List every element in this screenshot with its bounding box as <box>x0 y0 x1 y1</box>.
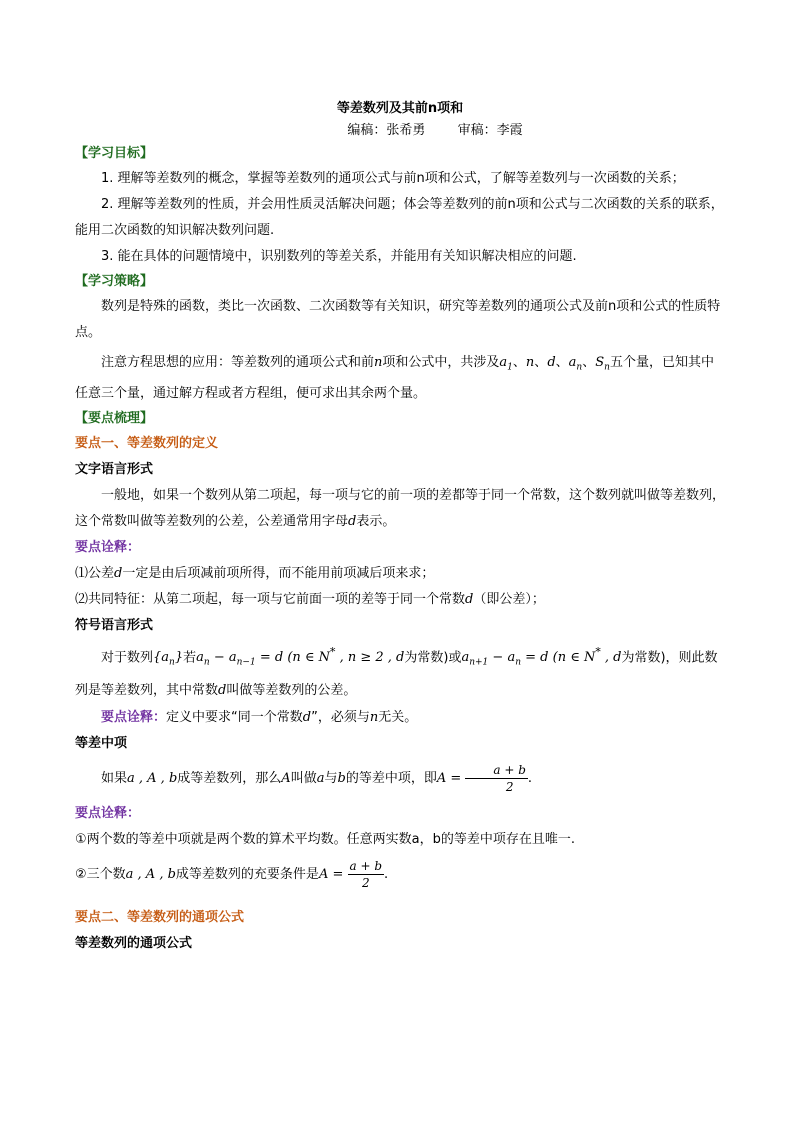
strategy-p1: 数列是特殊的函数，类比一次函数、二次函数等有关知识，研究等差数列的通项公式及前n项和公式的性质特点。 <box>75 299 721 340</box>
summary-heading: 【要点梳理】 <box>75 410 154 426</box>
symbol-definition: 对于数列$\{a_n\}$若$a_n - a_{n-1} = d$ (n ∈ N* , n ≥ 2 , d为常数)或$a_{n+1} - a_n = d$ (n ∈ N* , d为常数)，则此数列是等差数列，其中常数d叫做等差数列的公差。 <box>75 645 718 698</box>
symbol-form-heading: 符号语言形式 <box>75 617 154 633</box>
goal-1: 1. 理解等差数列的概念，掌握等差数列的通项公式与前n项和公式，了解等差数列与一次函数的关系； <box>101 171 685 186</box>
point2-heading: 要点二、等差数列的通项公式 <box>75 909 245 925</box>
strategy-heading: 【学习策略】 <box>75 274 154 289</box>
note-label-1: 要点诠释： <box>75 539 141 555</box>
general-formula-heading: 等差数列的通项公式 <box>75 935 193 951</box>
note-4-2: ②三个数a , A , b成等差数列的充要条件是A = $\frac{a + b}{2}$ . <box>75 858 389 890</box>
note-4-1: ①两个数的等差中项就是两个数的算术平均数。任意两实数a，b的等差中项存在且唯一. <box>75 831 576 847</box>
fraction-a-plus-b-over-2: $\frac{a + b}{2}$ <box>465 762 528 795</box>
editor: 编稿：张希勇 <box>347 123 426 138</box>
authors <box>75 120 725 142</box>
goal-2: 2. 理解等差数列的性质，并会用性质灵活解决问题；体会等差数列的前n项和公式与二次函数的关系的联系，能用二次函数的知识解决数列问题. <box>75 197 724 238</box>
definition-text: 一般地，如果一个数列从第二项起，每一项与它的前一项的差都等于同一个常数，这个数列就叫做等差数列，这个常数叫做等差数列的公差，公差通常用字母d表示。 <box>75 487 726 529</box>
point1-heading: 要点一、等差数列的定义 <box>75 435 219 451</box>
mid-term-text: 如果a , A , b成等差数列，那么A叫做a与b的等差中项，即A = $\frac{a + b}{2}$ . <box>101 762 533 794</box>
strategy-p2: 注意方程思想的应用：等差数列的通项公式和前n项和公式中，共涉及$a_1$、n、d、$a_n$、$S_n$五个量，已知其中任意三个量，通过解方程或者方程组，便可求出其余两个量。 <box>75 355 714 401</box>
note-label-4: 要点诠释： <box>75 805 141 821</box>
note-1: ⑴公差d一定是由后项减前项所得，而不能用前项减后项来求； <box>75 565 435 581</box>
text-form-heading: 文字语言形式 <box>75 461 154 477</box>
fraction-a-plus-b-over-2-b: $\frac{a + b}{2}$ <box>349 858 383 890</box>
reviewer: 审稿：李霞 <box>457 123 523 138</box>
mid-term-heading: 等差中项 <box>75 735 128 751</box>
goal-3: 3. 能在具体的问题情境中，识别数列的等差关系，并能用有关知识解决相应的问题. <box>101 249 577 264</box>
page-title: 等差数列及其前n项和 <box>336 101 464 116</box>
note-3: 要点诠释：定义中要求“同一个常数d”，必须与n无关。 <box>101 709 418 725</box>
note-2: ⑵共同特征：从第二项起，每一项与它前面一项的差等于同一个常数d（即公差）； <box>75 591 545 607</box>
goals-heading: 【学习目标】 <box>75 146 154 161</box>
document-page <box>75 98 725 957</box>
